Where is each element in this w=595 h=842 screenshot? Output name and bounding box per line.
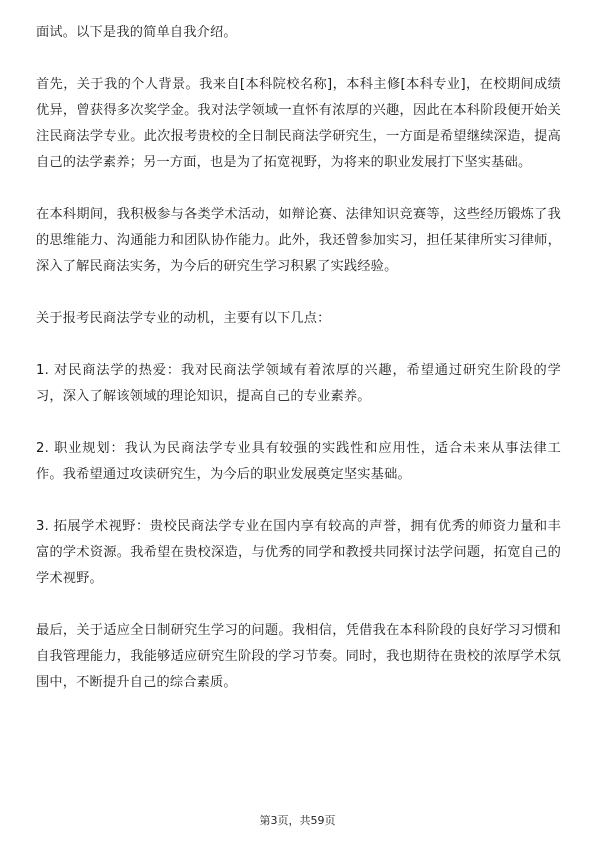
paragraph-intro-end: 面试。以下是我的简单自我介绍。 bbox=[36, 25, 237, 40]
paragraph-motivation-3: 3. 拓展学术视野：贵校民商法学专业在国内享有较高的声誉，拥有优秀的师资力量和丰富的学术资源。我希望在贵校深造，与优秀的同学和教授共同探讨法学问题，拓宽自己的学术视野。 bbox=[36, 519, 561, 586]
page-number-footer: 第3页，共59页 bbox=[259, 814, 336, 827]
paragraph-motivation-1: 1. 对民商法学的热爱：我对民商法学领域有着浓厚的兴趣，希望通过研究生阶段的学习，深入了解该领域的理论知识，提高自己的专业素养。 bbox=[36, 363, 561, 404]
paragraph-motivation-heading: 关于报考民商法学专业的动机，主要有以下几点： bbox=[36, 311, 331, 326]
document-body bbox=[36, 20, 561, 722]
paragraph-conclusion: 最后，关于适应全日制研究生学习的问题。我相信，凭借我在本科阶段的良好学习习惯和自我管理能力，我能够适应研究生阶段的学习节奏。同时，我也期待在贵校的浓厚学术氛围中，不断提升自己的综合素质。 bbox=[36, 623, 561, 690]
paragraph-undergrad-activities: 在本科期间，我积极参与各类学术活动，如辩论赛、法律知识竞赛等，这些经历锻炼了我的思维能力、沟通能力和团队协作能力。此外，我还曾参加实习，担任某律所实习律师，深入了解民商法实务，为今后的研究生学习积累了实践经验。 bbox=[36, 207, 561, 274]
paragraph-motivation-2: 2. 职业规划：我认为民商法学专业具有较强的实践性和应用性，适合未来从事法律工作。我希望通过攻读研究生，为今后的职业发展奠定坚实基础。 bbox=[36, 441, 561, 482]
paragraph-background: 首先，关于我的个人背景。我来自[本科院校名称]，本科主修[本科专业]，在校期间成绩优异，曾获得多次奖学金。我对法学领域一直怀有浓厚的兴趣，因此在本科阶段便开始关注民商法学专业。此次报考贵校的全日制民商法学研究生，一方面是希望继续深造，提高自己的法学素养；另一方面，也是为了拓宽视野，为将来的职业发展打下坚实基础。 bbox=[36, 77, 561, 170]
